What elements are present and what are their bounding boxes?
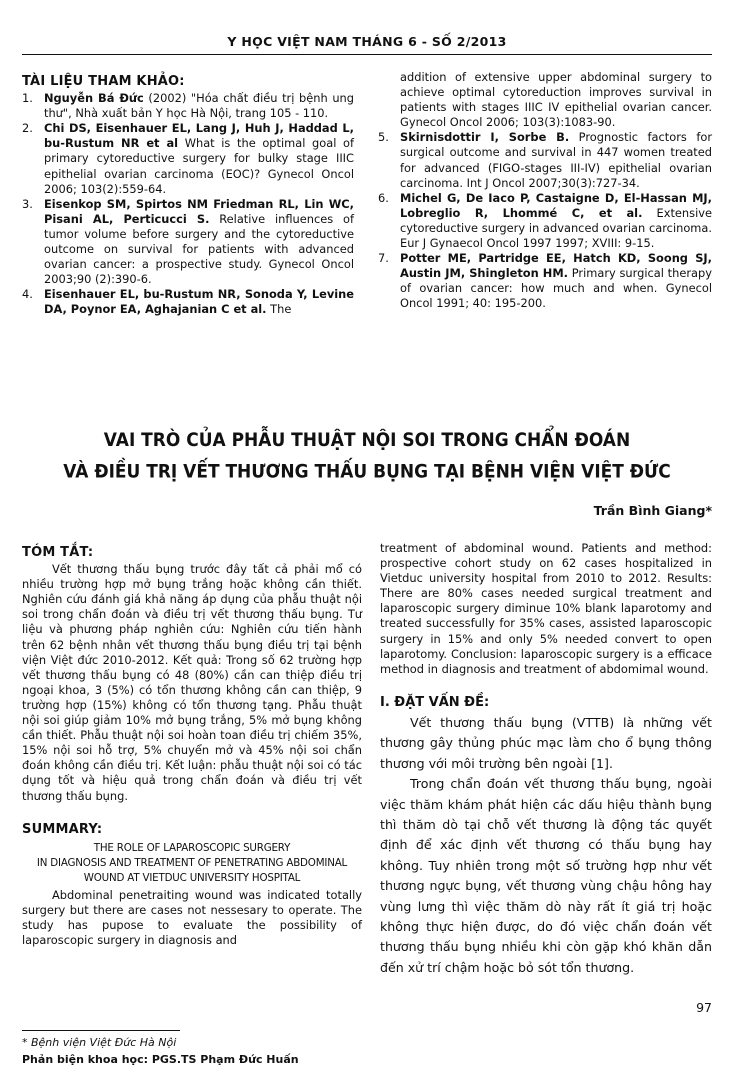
reference-number: 7. [378, 251, 389, 266]
reference-authors: Nguyễn Bá Đức [44, 91, 144, 106]
reference-item [378, 251, 712, 311]
footnote-rule [22, 1030, 180, 1031]
references-left-column [22, 74, 354, 318]
page-number: 97 [696, 1000, 712, 1015]
reference-text: What is the optimal goal of primary cytoreductive surgery for bulky stage IIIC epithelial ovarian carcinoma (EOC)? Gynecol Oncol 2006; 103(2):559-64. [44, 136, 354, 196]
summary-text: Abdominal penetraiting wound was indicated totally surgery but there are cases not nessesary to operate. The study has pupose to evaluate the possibility of laparoscopic surgery in diagnosis and [22, 887, 362, 947]
reference-authors: Skirnisdottir I, Sorbe B. [400, 130, 570, 145]
reference-authors: Eisenhauer EL, bu-Rustum NR, Sonoda Y, Levine DA, Poynor EA, Aghajanian C et al. [44, 287, 354, 317]
summary-title [22, 841, 362, 886]
summary-heading: SUMMARY: [22, 821, 103, 837]
abstract-vi-text: Vết thương thấu bụng trước đây tất cả phải mổ có nhiều trường hợp mở bụng trắng hoặc không cần thiết. Nghiên cứu đánh giá khả năng áp dụng của phẫu thuật nội soi trong chẩn đoán và điều trị vết thương thấu bụng. Tư liệu và phương pháp nghiên cứu: Nghiên cứu tiến hành trên 62 bệnh nhân vết thương thấu bụng điều trị tại bệnh viện Việt đức 2010-2012. Kết quả: Trong số 62 trường hợp vết thương thấu bụng có 48 (80%) cần can thiệp điều trị ngoại khoa, 3 (5%) có tổn thương không cần can thiệp, 9 trường hợp (15%) không có tổn thương tạng. Phẫu thuật nội soi giúp giảm 10% mở bụng trắng, 5% mở bụng không cần thiết. Phẫu thuật nội soi hoàn toan điều trị chiếm 35%, 15% nội soi hỗ trợ, 5% chuyển mở và 45% nội soi chẩn đoán không cần điều trị. Kết luận: phẫu thuật nội soi có tác dụng tốt và hiệu quả trong chẩn đoán và điều trị vết thương thấu bụng. [22, 562, 362, 803]
reference-item [22, 287, 354, 317]
abstract-vi-heading: TÓM TẮT: [22, 545, 94, 560]
article-title-line: VAI TRÒ CỦA PHẪU THUẬT NỘI SOI TRONG CHẨN ĐOÁN [103, 429, 631, 452]
header-rule [22, 54, 712, 55]
reference-text: Extensive cytoreductive surgery in advanced ovarian carcinoma. Eur J Gynaecol Oncol 1997 1997; XVIII: 9-15. [400, 205, 712, 251]
reference-text: addition of extensive upper abdominal surgery to achieve optimal cytoreduction improves survival in patients with stages IIIC IV epithelial ovarian cancer. Gynecol Oncol 2006; 103(3):1083-90. [400, 70, 712, 130]
reference-text: Prognostic factors for surgical outcome and survival in 447 women treated for advanced (FIGO-stages III-IV) epithelial ovarian carcinoma. Int J Oncol 2007;30(3):727-34. [400, 130, 712, 190]
abstract-left-column [22, 545, 362, 948]
reference-number: 3. [22, 196, 33, 211]
references-heading: TÀI LIỆU THAM KHẢO: [22, 74, 185, 89]
article-title [30, 425, 704, 488]
introduction-paragraph: Vết thương thấu bụng (VTTB) là những vết thương gây thủng phúc mạc làm cho ổ bụng thông thương với môi trường bên ngoài [1]. [380, 714, 712, 771]
article-author: Trần Bình Giang* [593, 503, 712, 518]
reference-authors: Chi DS, Eisenhauer EL, Lang J, Huh J, Haddad L, bu-Rustum NR et al [44, 121, 354, 151]
article-title-line: VÀ ĐIỀU TRỊ VẾT THƯƠNG THẤU BỤNG TẠI BỆNH VIỆN VIỆT ĐỨC [63, 460, 671, 483]
reviewer-note: Phản biện khoa học: PGS.TS Phạm Đức Huấn [22, 1053, 299, 1066]
summary-title-line: IN DIAGNOSIS AND TREATMENT OF PENETRATING ABDOMINAL [36, 856, 348, 869]
affiliation-footnote: * Bệnh viện Việt Đức Hà Nội [22, 1036, 177, 1049]
introduction-heading: I. ĐẶT VẤN ĐỀ: [380, 694, 490, 710]
reference-number: 2. [22, 121, 33, 136]
reference-text: The [266, 302, 292, 317]
summary-title-line: WOUND AT VIETDUC UNIVERSITY HOSPITAL [83, 871, 301, 884]
summary-text-continued: treatment of abdominal wound. Patients and method: prospective cohort study on 62 cases hospitalized in Vietduc university hospital from 2010 to 2012. Results: There are 80% cases needed surgical treatment and laparoscopic surgery diminue 10% blank laparotomy and treated successfully for 35% cases, assisted laparoscopic surgery in 15% and only 5% needed convert to open laparotomy. Conclusion: laparoscopic surgery is a efficace method in diagnosis and treatment of abdomimal wound. [380, 541, 712, 676]
abstract-right-column [380, 541, 712, 978]
reference-text: (2002) "Hóa chất điều trị bệnh ung thư", Nhà xuất bản Y học Hà Nội, trang 105 - 110. [44, 91, 355, 121]
reference-number: 6. [378, 190, 389, 205]
reference-item [22, 91, 354, 121]
reference-continuation [378, 70, 712, 130]
reference-item [378, 191, 712, 251]
introduction-paragraph: Trong chẩn đoán vết thương thấu bụng, ngoài việc thăm khám phát hiện các dấu hiệu thành bụng thì thăm dò tại chỗ vết thương là động tác quyết định để xác định vết thương có thấu bụng hay không. Tuy nhiên trong một số trường hợp như vết thương ngực bụng, vết thương vùng chậu hông hay vùng lưng thì việc thăm dò này rất ít giá trị hoặc không thực hiện được, do đó việc chẩn đoán vết thương thấu bụng nhiều khi còn gặp khó khăn dẫn đến xử trí chậm hoặc bỏ sót tổn thương. [380, 776, 712, 975]
reference-authors: Eisenkop SM, Spirtos NM Friedman RL, Lin WC, Pisani AL, Perticucci S. [44, 196, 354, 226]
reference-item [22, 197, 354, 288]
references-right-column [378, 70, 712, 312]
reference-number: 1. [22, 91, 33, 106]
reference-authors: Potter ME, Partridge EE, Hatch KD, Soong SJ, Austin JM, Shingleton HM. [400, 251, 712, 281]
reference-authors: Michel G, De Iaco P, Castaigne D, El-Hassan MJ, Lobreglio R, Lhommé C, et al. [400, 190, 712, 220]
reference-text: Primary surgical therapy of ovarian cancer: how much and when. Gynecol Oncol 1991; 40: 195-200. [400, 266, 712, 311]
reference-number: 4. [22, 287, 33, 302]
reference-number: 5. [378, 130, 389, 145]
summary-title-line: THE ROLE OF LAPAROSCOPIC SURGERY [93, 841, 291, 854]
reference-item [378, 130, 712, 190]
journal-header: Y HỌC VIỆT NAM THÁNG 6 - SỐ 2/2013 [227, 34, 507, 49]
reference-text: Relative influences of tumor volume before surgery and the cytoreductive outcome on survival for patients with advanced ovarian cancer: a prospective study. Gynecol Oncol 2003;90 (2):390-6. [44, 211, 354, 287]
reference-item [22, 121, 354, 196]
